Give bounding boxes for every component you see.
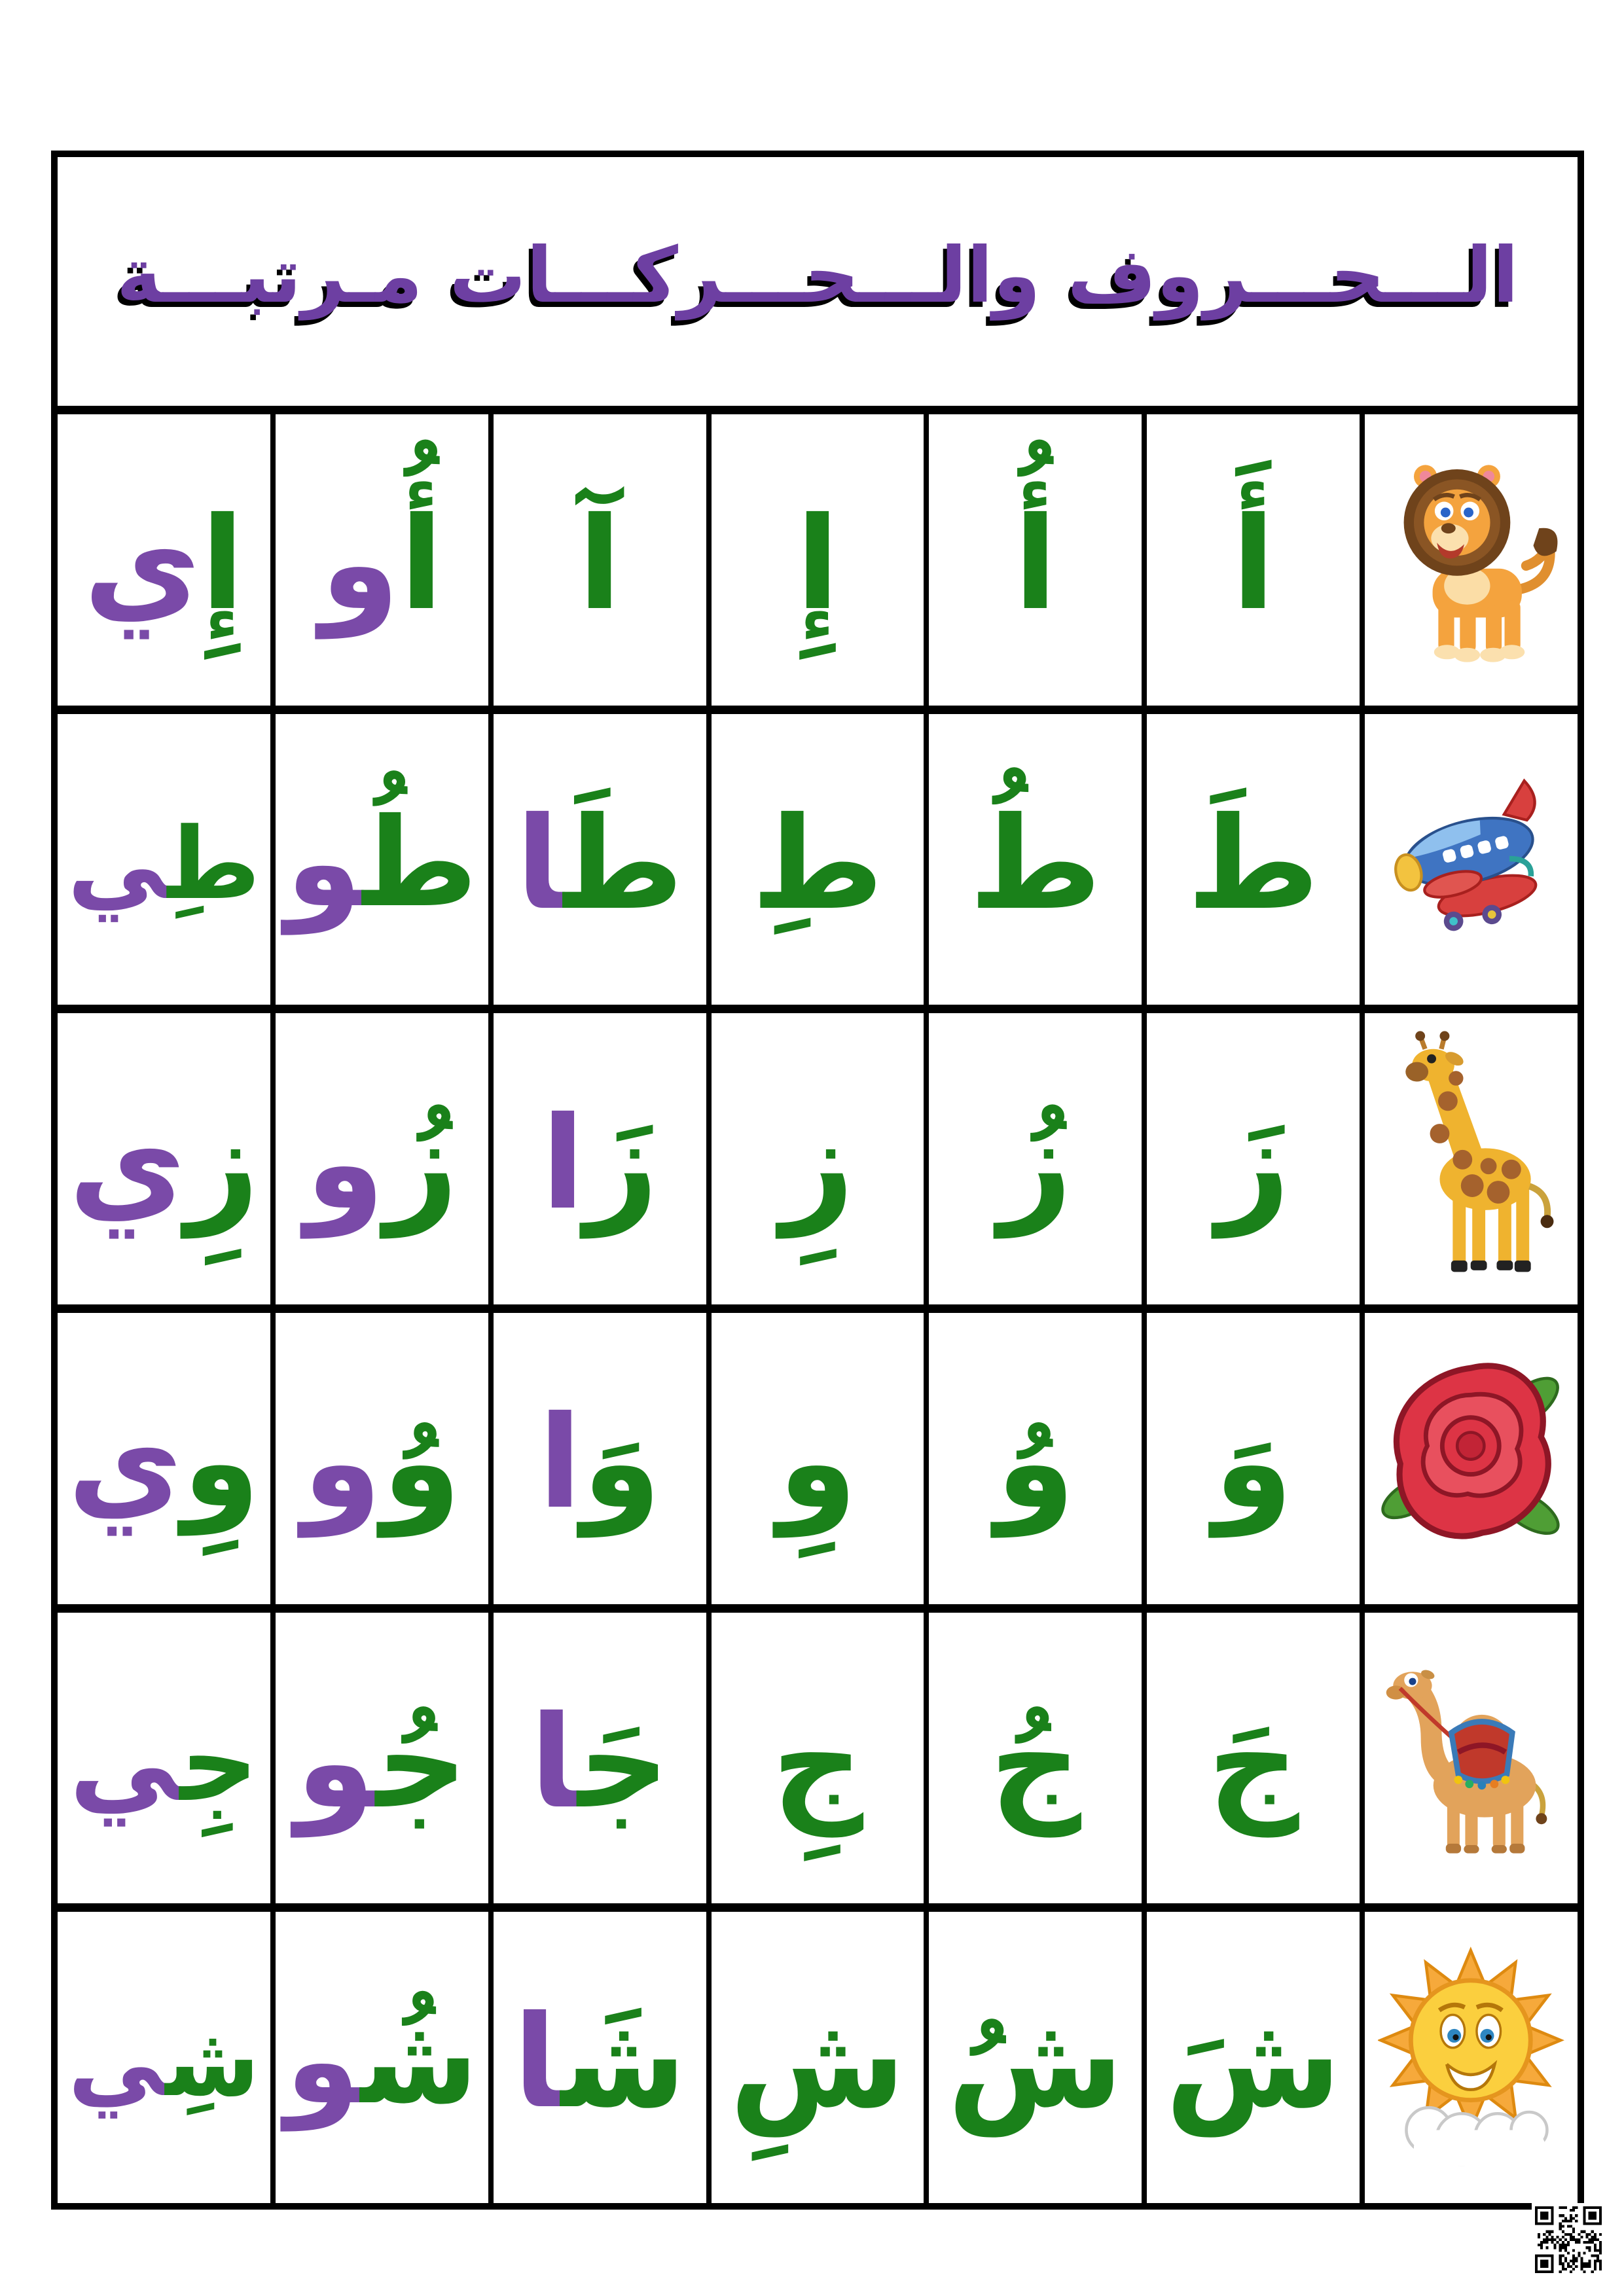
cell-sheen-4: [494, 1912, 712, 2203]
letter-text: شا: [513, 1987, 687, 2136]
cell-alif-1: [1147, 414, 1365, 706]
letter-text: زي: [68, 1088, 259, 1238]
cell-tah-1: [1147, 714, 1365, 1005]
letter-text: ج: [1207, 1688, 1299, 1837]
cell-jeem-2: [929, 1613, 1147, 1904]
cell-alif-5: [276, 414, 494, 706]
cell-alif-6: [58, 414, 276, 706]
rose-image: [1365, 1313, 1578, 1604]
cell-sheen-1: [1147, 1912, 1365, 2203]
letters-grid: [58, 414, 1578, 2203]
row-tah: [58, 714, 1578, 1014]
letter-text: آ: [577, 490, 622, 639]
letter-text: ط: [1187, 789, 1320, 939]
letter-text: جو: [295, 1688, 468, 1837]
letters-table: [51, 151, 1584, 2210]
letter-text: ج: [771, 1688, 864, 1837]
airplane-image: [1365, 714, 1578, 1005]
row-sheen: [58, 1912, 1578, 2203]
camel-image: [1365, 1613, 1578, 1904]
cell-waw-3: [712, 1313, 929, 1604]
cell-zay-4: [494, 1013, 712, 1304]
letter-text: وي: [67, 1390, 261, 1535]
cell-waw-5: [276, 1313, 494, 1604]
cell-zay-1: [1147, 1013, 1365, 1304]
letter-text: ش: [729, 1987, 906, 2136]
qr-code-icon: [1535, 2206, 1602, 2273]
cell-zay-6: [58, 1013, 276, 1304]
sun-image: [1365, 1912, 1578, 2203]
letter-text: ز: [998, 1088, 1072, 1238]
cell-tah-3: [712, 714, 929, 1005]
row-alif: [58, 414, 1578, 714]
row-waw: [58, 1313, 1578, 1613]
cell-waw-6: [58, 1313, 276, 1604]
lion-image: [1365, 414, 1578, 706]
cell-waw-4: [494, 1313, 712, 1604]
letter-text: طو: [285, 792, 478, 935]
cell-sheen-6: [58, 1912, 276, 2203]
letter-text: إي: [83, 490, 245, 639]
cell-jeem-1: [1147, 1613, 1365, 1904]
letter-text: ط: [751, 789, 884, 939]
row-zay: [58, 1013, 1578, 1313]
letter-text: ط: [969, 789, 1102, 939]
letter-text: ج: [989, 1688, 1082, 1837]
cell-alif-4: [494, 414, 712, 706]
giraffe-image: [1365, 1013, 1578, 1304]
letter-text: ز: [780, 1088, 855, 1238]
cell-tah-6: [58, 714, 276, 1005]
qr-code-image: [1532, 2203, 1605, 2276]
letter-text: إ: [795, 490, 840, 639]
cell-jeem-6: [58, 1613, 276, 1904]
cell-zay-3: [712, 1013, 929, 1304]
sun-picture: [1378, 1924, 1565, 2191]
cell-jeem-4: [494, 1613, 712, 1904]
cell-jeem-3: [712, 1613, 929, 1904]
letter-text: شو: [285, 1992, 478, 2132]
airplane-picture: [1378, 725, 1565, 993]
cell-waw-2: [929, 1313, 1147, 1604]
letter-text: أو: [320, 490, 444, 639]
letter-text: جي: [69, 1698, 259, 1826]
row-jeem: [58, 1613, 1578, 1912]
lion-picture: [1378, 426, 1565, 694]
cell-alif-3: [712, 414, 929, 706]
letter-text: زا: [541, 1088, 659, 1238]
rose-picture: [1378, 1325, 1565, 1592]
letter-text: أ: [1013, 490, 1058, 639]
letter-text: ش: [1165, 1987, 1342, 2136]
letter-text: طي: [67, 806, 261, 922]
letter-text: شي: [67, 2005, 261, 2118]
letter-text: و: [778, 1388, 857, 1537]
cell-zay-5: [276, 1013, 494, 1304]
giraffe-picture: [1378, 1025, 1565, 1293]
cell-tah-5: [276, 714, 494, 1005]
page-title: الـــحـــروف والـــحـــركـــات مـرتبـــة: [116, 230, 1519, 320]
letter-text: ز: [1216, 1088, 1290, 1238]
cell-sheen-3: [712, 1912, 929, 2203]
letter-text: وو: [302, 1388, 461, 1537]
letter-text: و: [996, 1388, 1075, 1537]
letter-text: زو: [305, 1088, 459, 1238]
cell-alif-2: [929, 414, 1147, 706]
title-row: [58, 157, 1578, 414]
letter-text: و: [1214, 1388, 1293, 1537]
cell-tah-4: [494, 714, 712, 1005]
letter-text: طا: [515, 789, 684, 939]
cell-tah-2: [929, 714, 1147, 1005]
cell-sheen-5: [276, 1912, 494, 2203]
letter-text: جا: [530, 1688, 670, 1837]
cell-zay-2: [929, 1013, 1147, 1304]
letter-text: أ: [1231, 490, 1276, 639]
letter-text: ش: [947, 1987, 1124, 2136]
camel-picture: [1378, 1624, 1565, 1892]
cell-waw-1: [1147, 1313, 1365, 1604]
cell-jeem-5: [276, 1613, 494, 1904]
cell-sheen-2: [929, 1912, 1147, 2203]
letter-text: وا: [538, 1388, 662, 1537]
